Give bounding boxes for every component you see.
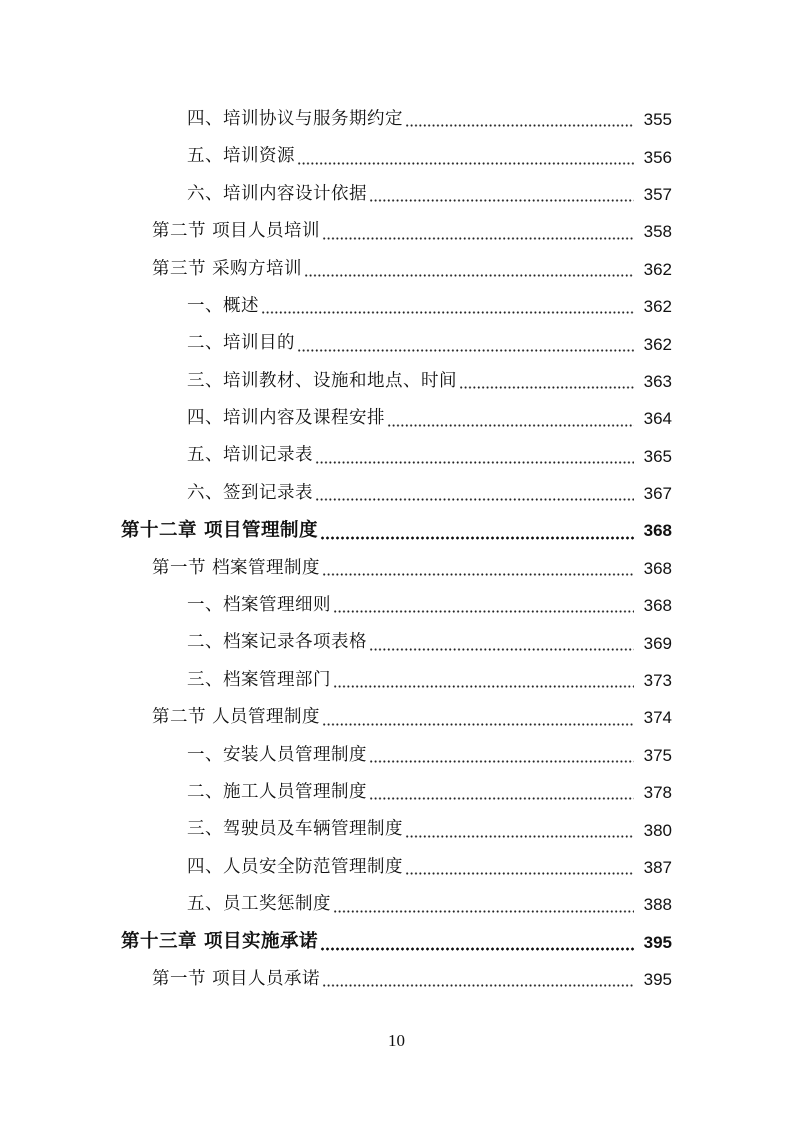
toc-entry-page: 395 (643, 970, 672, 990)
toc-entry-page: 365 (643, 446, 672, 466)
toc-entry[interactable] (0, 288, 793, 325)
toc-entry-title: 第一节 档案管理制度 (152, 557, 321, 578)
dot-leader (459, 386, 634, 389)
toc-entry-page: 368 (643, 596, 672, 616)
toc-entry-title: 第二节 人员管理制度 (152, 707, 321, 728)
dot-leader (387, 424, 634, 427)
toc-entry-title: 第二节 项目人员培训 (152, 221, 321, 242)
toc-entry-page: 375 (643, 745, 672, 765)
dot-leader (261, 311, 634, 314)
toc-entry[interactable] (0, 213, 793, 250)
toc-entry-title: 第十二章 项目管理制度 (121, 519, 318, 541)
toc-entry-page: 358 (643, 222, 672, 242)
dot-leader (322, 237, 634, 240)
toc-entry[interactable] (0, 550, 793, 587)
toc-entry-title: 六、培训内容设计依据 (187, 183, 367, 204)
toc-entry[interactable] (0, 251, 793, 288)
toc-entry-page: 373 (643, 671, 672, 691)
toc-entry[interactable] (0, 325, 793, 362)
toc-entry-page: 388 (643, 895, 672, 915)
toc-entry-page: 368 (643, 521, 672, 541)
toc-entry[interactable] (0, 886, 793, 923)
dot-leader (322, 573, 634, 576)
toc-entry-title: 五、培训资源 (187, 146, 295, 167)
toc-entry-title: 第一节 项目人员承诺 (152, 968, 321, 989)
toc-entry-title: 五、员工奖惩制度 (187, 894, 331, 915)
dot-leader (405, 872, 634, 875)
toc-entry-title: 一、安装人员管理制度 (187, 744, 367, 765)
dot-leader (297, 349, 634, 352)
toc-entry-title: 二、培训目的 (187, 333, 295, 354)
dot-leader (369, 199, 634, 202)
table-of-contents (0, 101, 793, 998)
toc-entry-title: 二、档案记录各项表格 (187, 632, 367, 653)
dot-leader (320, 947, 634, 951)
toc-entry[interactable] (0, 400, 793, 437)
toc-entry[interactable] (0, 624, 793, 661)
toc-entry-title: 三、驾驶员及车辆管理制度 (187, 819, 403, 840)
toc-entry-title: 一、概述 (187, 295, 259, 316)
toc-entry-page: 364 (643, 409, 672, 429)
toc-entry-title: 第十三章 项目实施承诺 (121, 931, 318, 953)
toc-entry[interactable] (0, 811, 793, 848)
dot-leader (405, 124, 634, 127)
toc-entry[interactable] (0, 961, 793, 998)
toc-entry-title: 四、培训内容及课程安排 (187, 408, 385, 429)
toc-entry[interactable] (0, 774, 793, 811)
toc-entry[interactable] (0, 699, 793, 736)
toc-entry-page: 369 (643, 633, 672, 653)
toc-entry-page: 356 (643, 147, 672, 167)
toc-entry-title: 三、档案管理部门 (187, 669, 331, 690)
toc-entry[interactable] (0, 363, 793, 400)
toc-entry[interactable] (0, 849, 793, 886)
dot-leader (333, 610, 634, 613)
toc-entry-title: 四、培训协议与服务期约定 (187, 108, 403, 129)
dot-leader (322, 723, 634, 726)
dot-leader (369, 648, 634, 651)
dot-leader (369, 760, 634, 763)
toc-entry-page: 357 (643, 184, 672, 204)
toc-entry[interactable] (0, 662, 793, 699)
toc-entry-title: 六、签到记录表 (187, 482, 313, 503)
dot-leader (304, 274, 634, 277)
toc-chapter-entry[interactable] (0, 924, 793, 961)
toc-entry-page: 387 (643, 858, 672, 877)
toc-entry-page: 355 (643, 110, 672, 130)
toc-entry-title: 第三节 采购方培训 (152, 258, 303, 279)
dot-leader (315, 461, 634, 464)
toc-entry-page: 378 (643, 783, 672, 803)
dot-leader (333, 685, 634, 688)
toc-entry-page: 362 (643, 334, 672, 354)
toc-entry-page: 380 (643, 820, 672, 840)
dot-leader (297, 162, 634, 165)
toc-entry-title: 二、施工人员管理制度 (187, 781, 367, 802)
page-number: 10 (388, 1031, 405, 1050)
dot-leader (369, 797, 634, 800)
dot-leader (320, 536, 634, 540)
toc-entry[interactable] (0, 587, 793, 624)
toc-entry-page: 363 (643, 371, 672, 391)
toc-entry[interactable] (0, 101, 793, 138)
toc-entry-page: 362 (643, 259, 672, 279)
toc-entry-page: 395 (643, 932, 672, 952)
toc-entry[interactable] (0, 176, 793, 213)
toc-entry-title: 一、档案管理细则 (187, 595, 331, 616)
toc-entry[interactable] (0, 475, 793, 512)
toc-entry[interactable] (0, 438, 793, 475)
toc-entry-page: 362 (643, 297, 672, 317)
toc-chapter-entry[interactable] (0, 512, 793, 549)
dot-leader (333, 910, 634, 913)
toc-entry[interactable] (0, 138, 793, 175)
toc-entry-title: 四、人员安全防范管理制度 (187, 856, 403, 877)
dot-leader (322, 984, 634, 987)
toc-entry-page: 367 (643, 484, 672, 504)
dot-leader (315, 498, 634, 501)
toc-entry[interactable] (0, 737, 793, 774)
toc-entry-page: 374 (643, 708, 672, 728)
toc-entry-page: 368 (643, 558, 672, 578)
toc-entry-title: 三、培训教材、设施和地点、时间 (187, 370, 457, 391)
toc-entry-title: 五、培训记录表 (187, 445, 313, 466)
dot-leader (405, 835, 634, 838)
